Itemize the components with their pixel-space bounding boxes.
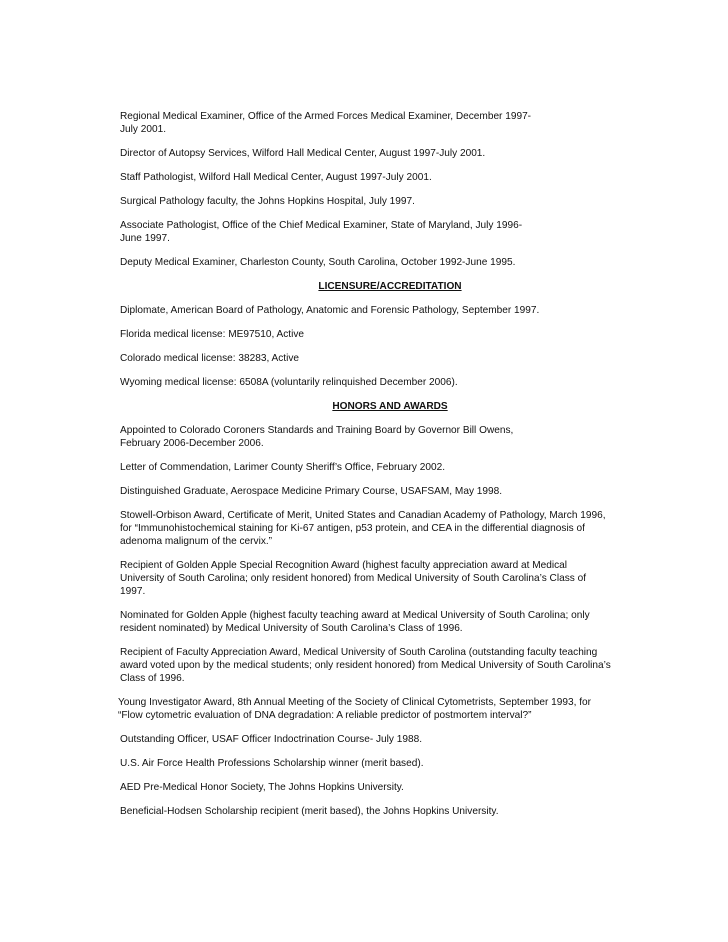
honor-entry: U.S. Air Force Health Professions Scholarship winner (merit based). [120, 758, 424, 769]
honor-entry: Beneficial-Hodsen Scholarship recipient (merit based), the Johns Hopkins University. [120, 806, 499, 817]
licensure-entry: Diplomate, American Board of Pathology, Anatomic and Forensic Pathology, September 1997. [120, 305, 540, 316]
honor-entry: Recipient of Golden Apple Special Recognition Award (highest faculty appreciation award at Medical University of South Carolina; only resident honored) from Medical University of South Carolina’s Class of 1997. [120, 560, 587, 597]
section-heading-honors: HONORS AND AWARDS [332, 401, 448, 412]
honor-entry: AED Pre-Medical Honor Society, The Johns Hopkins University. [120, 782, 404, 793]
honor-entry: Outstanding Officer, USAF Officer Indoctrination Course- July 1988. [120, 734, 423, 745]
licensure-entry: Florida medical license: ME97510, Active [120, 329, 305, 340]
honor-entry: Distinguished Graduate, Aerospace Medicine Primary Course, USAFSAM, May 1998. [120, 486, 503, 497]
honor-entry: Stowell-Orbison Award, Certificate of Merit, United States and Canadian Academy of Pathology, March 1996, for “Immunohistochemical staining for Ki-67 antigen, p53 protein, and CEA in the differential diagnosis of adenoma malignum of the cervix.” [120, 510, 606, 547]
honor-entry: Young Investigator Award, 8th Annual Meeting of the Society of Clinical Cytometrists, September 1993, for “Flow cytometric evaluation of DNA degradation: A reliable predictor of postmortem interval?” [118, 697, 591, 721]
honors-section [120, 400, 660, 818]
licensure-entry: Wyoming medical license: 6508A (voluntarily relinquished December 2006). [120, 377, 458, 388]
experience-entry: Deputy Medical Examiner, Charleston County, South Carolina, October 1992-June 1995. [120, 257, 516, 268]
experience-entry: Associate Pathologist, Office of the Chief Medical Examiner, State of Maryland, July 1996- June 1997. [120, 220, 523, 244]
experience-section [120, 110, 660, 269]
section-heading-licensure: LICENSURE/ACCREDITATION [318, 281, 462, 292]
experience-entry: Regional Medical Examiner, Office of the Armed Forces Medical Examiner, December 1997- July 2001. [120, 111, 532, 135]
honor-entry: Letter of Commendation, Larimer County Sheriff’s Office, February 2002. [120, 462, 446, 473]
experience-entry: Surgical Pathology faculty, the Johns Hopkins Hospital, July 1997. [120, 196, 415, 207]
experience-entry: Director of Autopsy Services, Wilford Hall Medical Center, August 1997-July 2001. [120, 148, 486, 159]
cv-page [120, 110, 660, 829]
honor-entry: Appointed to Colorado Coroners Standards and Training Board by Governor Bill Owens, February 2006-December 2006. [120, 425, 514, 449]
experience-entry: Staff Pathologist, Wilford Hall Medical Center, August 1997-July 2001. [120, 172, 432, 183]
honor-entry: Recipient of Faculty Appreciation Award, Medical University of South Carolina (outstanding faculty teaching award voted upon by the medical students; only resident honored) from Medical University of South Carolina’s Class of 1996. [120, 647, 611, 684]
licensure-section [120, 280, 660, 389]
honor-entry: Nominated for Golden Apple (highest faculty teaching award at Medical University of South Carolina; only resident nominated) by Medical University of South Carolina’s Class of 1996. [120, 610, 590, 634]
licensure-entry: Colorado medical license: 38283, Active [120, 353, 299, 364]
